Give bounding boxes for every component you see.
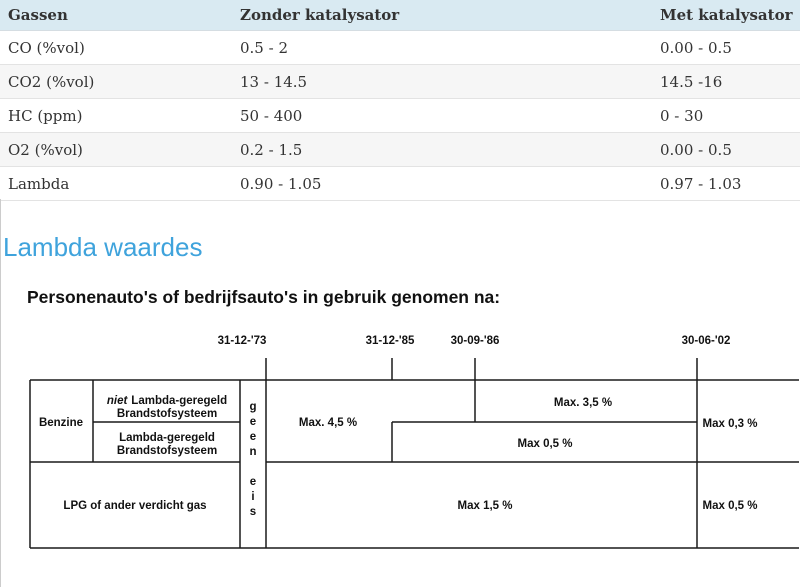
niet-lambda-label xyxy=(107,395,227,407)
zonder-value: 13 - 14.5 xyxy=(240,65,660,99)
gas-name: O2 (%vol) xyxy=(0,133,240,167)
emission-values-table xyxy=(0,0,800,201)
geen-eis-letter: e xyxy=(249,476,257,488)
met-value: 0.00 - 0.5 xyxy=(660,31,800,65)
geen-eis-letter: e xyxy=(249,416,257,428)
max-value: Max 0,5 % xyxy=(517,438,573,450)
niet-rest: Lambda-geregeld xyxy=(131,395,228,407)
met-value: 0.97 - 1.03 xyxy=(660,167,800,201)
zonder-value: 50 - 400 xyxy=(240,99,660,133)
zonder-value: 0.5 - 2 xyxy=(240,31,660,65)
lambda-geregeld-label: Lambda-geregeld xyxy=(119,432,215,444)
date-label: 30-09-'86 xyxy=(450,335,500,347)
max-value: Max 0,3 % xyxy=(702,418,758,430)
col-header-zonder: Zonder katalysator xyxy=(240,0,660,31)
niet-word: niet xyxy=(106,395,128,407)
date-label: 31-12-'73 xyxy=(217,335,267,347)
met-value: 14.5 -16 xyxy=(660,65,800,99)
table-row xyxy=(0,99,800,133)
max-value: Max 0,5 % xyxy=(702,500,758,512)
max-value: Max. 3,5 % xyxy=(553,397,613,409)
met-value: 0.00 - 0.5 xyxy=(660,133,800,167)
col-header-met: Met katalysator xyxy=(660,0,800,31)
table-row xyxy=(0,133,800,167)
zonder-value: 0.2 - 1.5 xyxy=(240,133,660,167)
max-value: Max 1,5 % xyxy=(457,500,513,512)
gas-name: HC (ppm) xyxy=(0,99,240,133)
benzine-label: Benzine xyxy=(38,417,84,429)
lpg-label: LPG of ander verdicht gas xyxy=(63,500,207,512)
section-heading: Lambda waardes xyxy=(3,231,203,262)
diagram-title: Personenauto's of bedrijfsauto's in gebruik genomen na: xyxy=(27,287,501,307)
table-header-row xyxy=(0,0,800,31)
gas-name: CO2 (%vol) xyxy=(0,65,240,99)
table-row xyxy=(0,31,800,65)
geen-eis-letter: g xyxy=(249,401,257,413)
brandstof-label: Brandstofsysteem xyxy=(116,408,218,420)
col-header-gassen: Gassen xyxy=(0,0,240,31)
zonder-value: 0.90 - 1.05 xyxy=(240,167,660,201)
table-row xyxy=(0,65,800,99)
table-row xyxy=(0,167,800,201)
geen-eis-letter: s xyxy=(249,506,257,518)
max-value: Max. 4,5 % xyxy=(298,417,358,429)
brandstof-label: Brandstofsysteem xyxy=(116,445,218,457)
date-label: 30-06-'02 xyxy=(681,335,731,347)
met-value: 0 - 30 xyxy=(660,99,800,133)
date-label: 31-12-'85 xyxy=(365,335,415,347)
geen-eis-letter: i xyxy=(251,491,255,503)
lambda-diagram xyxy=(0,267,800,587)
gas-name: Lambda xyxy=(0,167,240,201)
geen-eis-letter: n xyxy=(249,446,257,458)
page-left-border xyxy=(0,199,1,587)
gas-name: CO (%vol) xyxy=(0,31,240,65)
geen-eis-letter: e xyxy=(249,431,257,443)
